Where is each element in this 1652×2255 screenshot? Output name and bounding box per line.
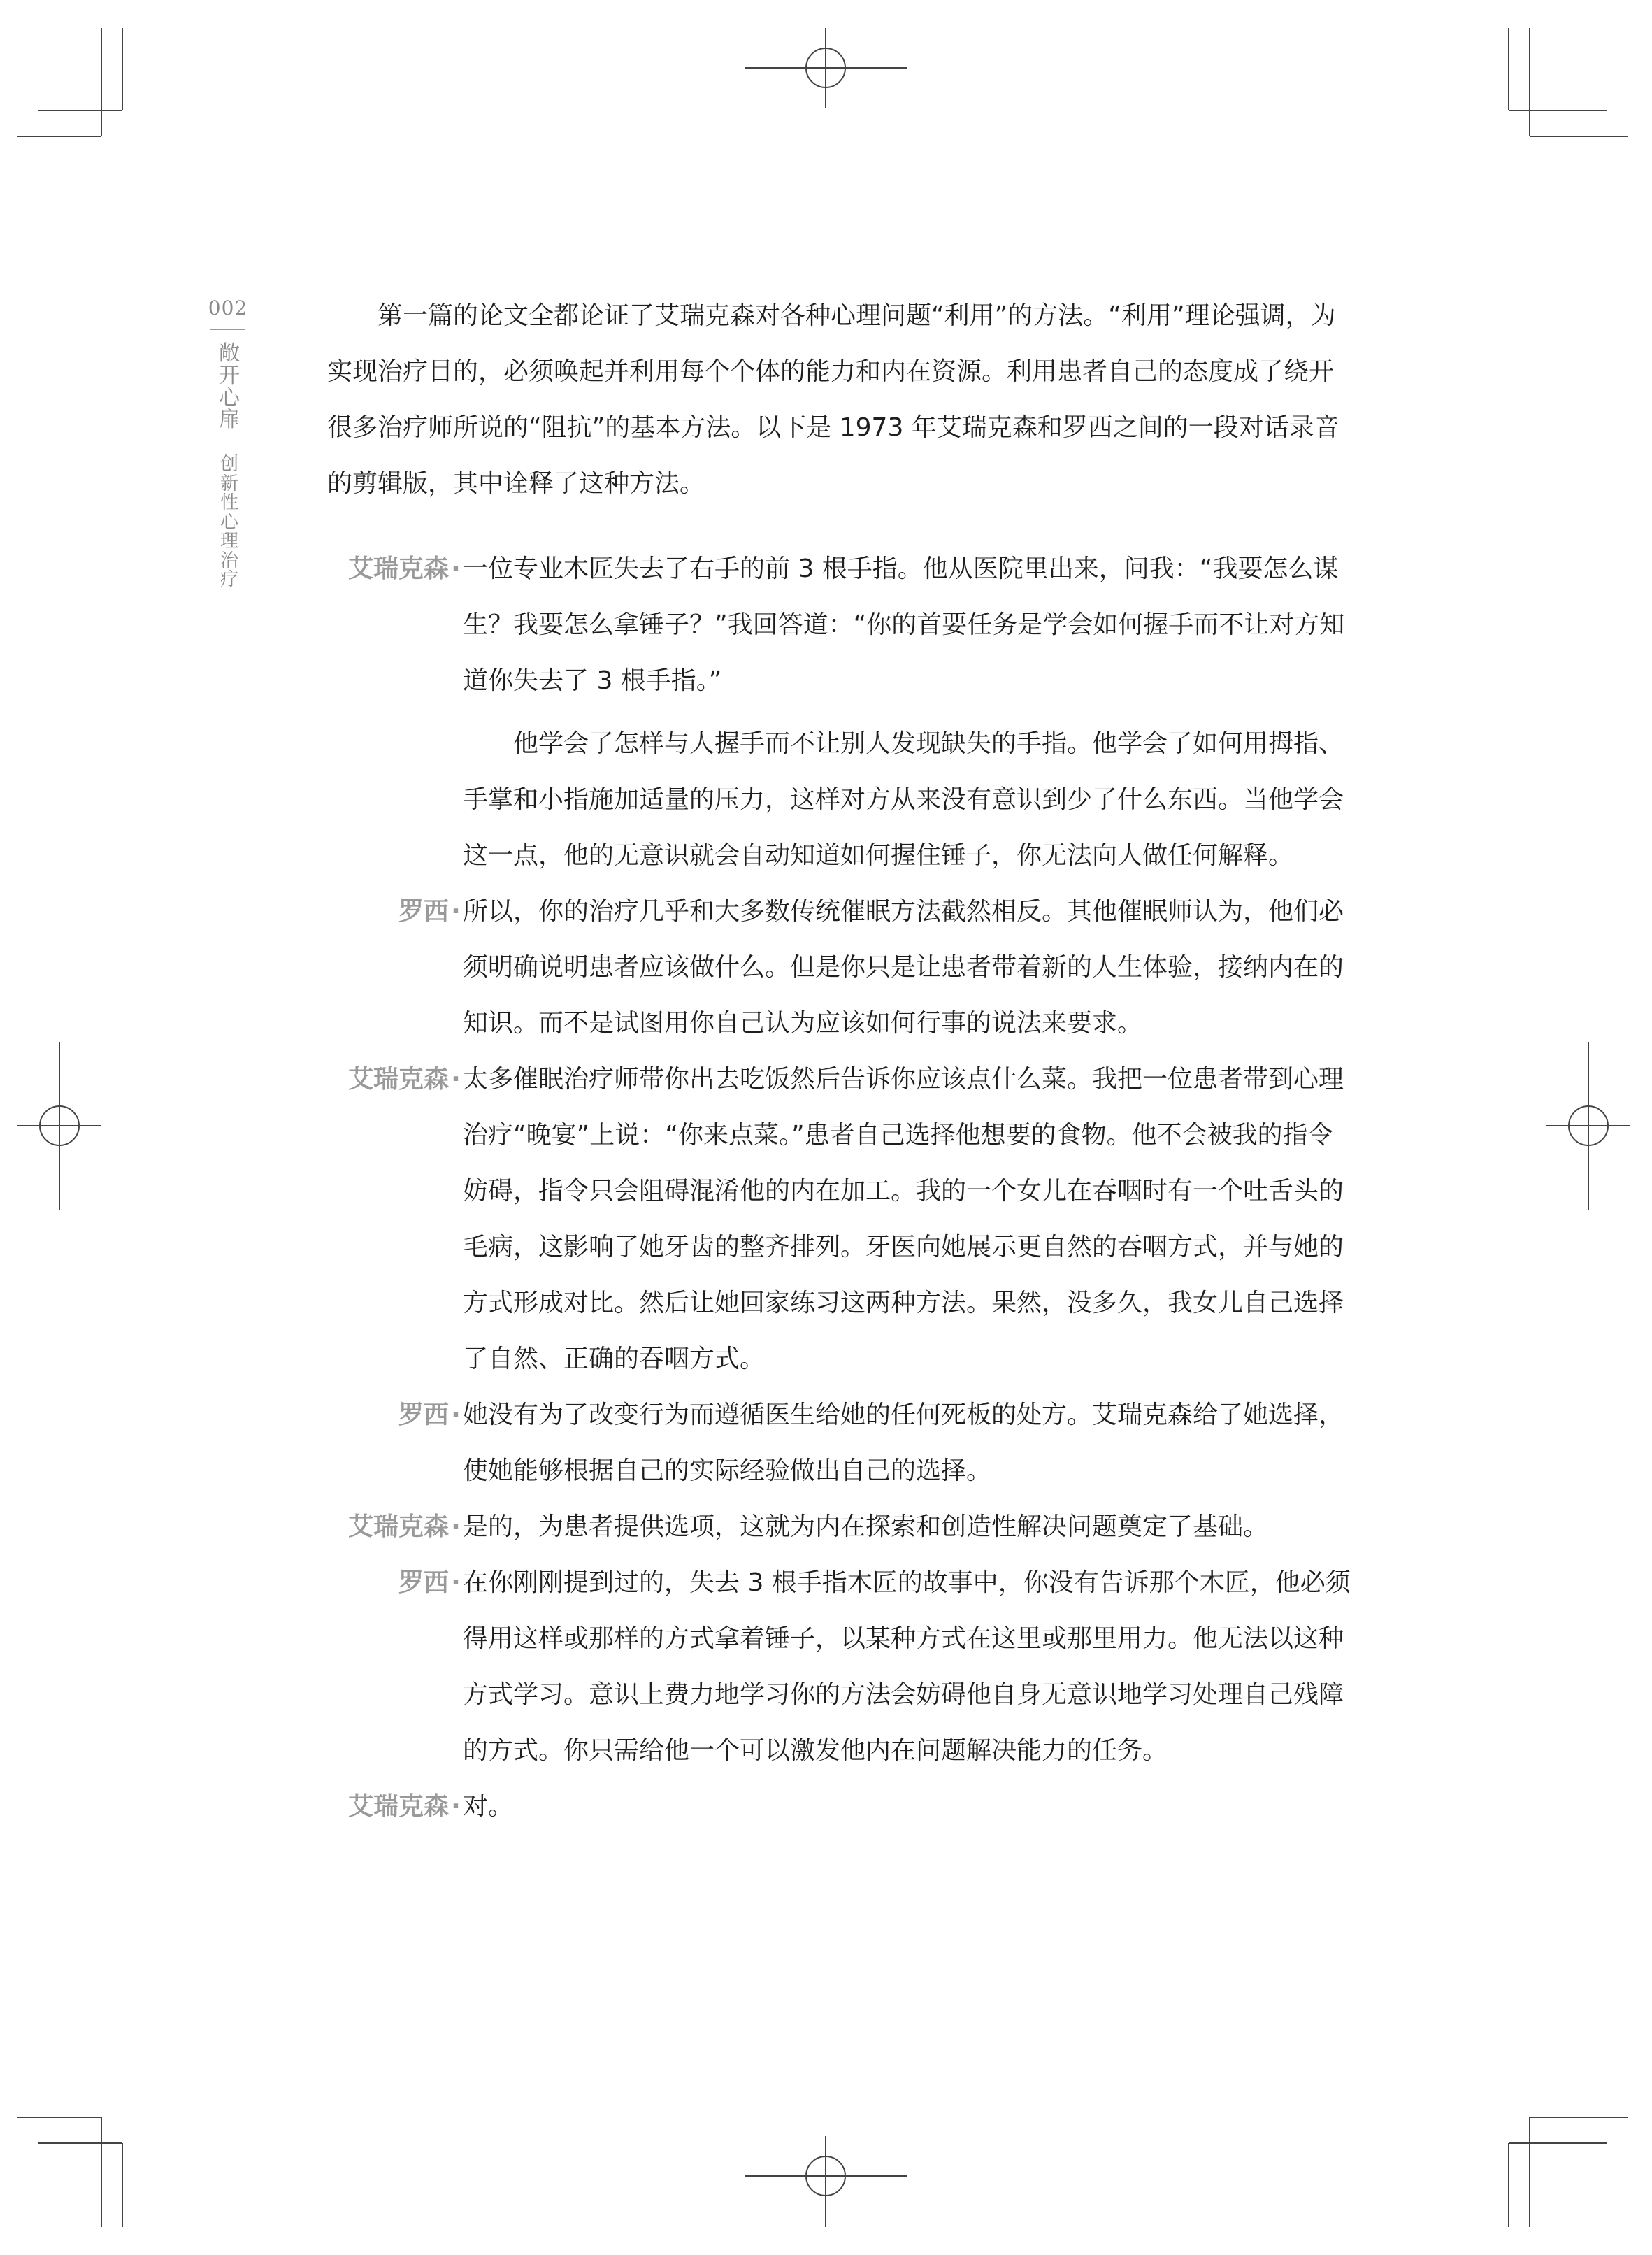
speaker-name: 罗西 bbox=[398, 897, 449, 926]
speaker-separator: · bbox=[451, 1065, 461, 1094]
dialogue-turn bbox=[327, 1499, 1358, 1555]
running-header-char: 开 bbox=[219, 363, 240, 388]
book-subtitle bbox=[210, 455, 249, 590]
speech-text bbox=[463, 1779, 1358, 1835]
speaker-separator: · bbox=[451, 1512, 461, 1541]
speech-paragraph: 她没有为了改变行为而遵循医生给她的任何死板的处方。艾瑞克森给了她选择，使她能够根据自己的实际经验做出自己的选择。 bbox=[463, 1401, 1344, 1485]
running-header-char: 性 bbox=[220, 492, 238, 514]
page-number-rule bbox=[210, 329, 245, 330]
dialogue-turn bbox=[327, 541, 1358, 884]
speech-paragraph: 太多催眠治疗师带你出去吃饭然后告诉你应该点什么菜。我把一位患者带到心理治疗“晚宴”上说：“你来点菜。”患者自己选择他想要的食物。他不会被我的指令妨碍，指令只会阻碍混淆他的内在加工。我的一个女儿在吞咽时有一个吐舌头的毛病，这影响了她牙齿的整齐排列。牙医向她展示更自然的吞咽方式，并与她的方式形成对比。然后让她回家练习这两种方法。果然，没多久，我女儿自己选择了自然、正确的吞咽方式。 bbox=[463, 1065, 1344, 1373]
speaker-name: 艾瑞克森 bbox=[347, 1512, 449, 1541]
speech-paragraph: 所以，你的治疗几乎和大多数传统催眠方法截然相反。其他催眠师认为，他们必须明确说明患者应该做什么。但是你只是让患者带着新的人生体验，接纳内在的知识。而不是试图用你自己认为应该如何行事的说法来要求。 bbox=[463, 897, 1344, 1038]
dialogue-turn bbox=[327, 1387, 1358, 1499]
running-header-char: 敞 bbox=[219, 341, 240, 366]
running-header-char: 理 bbox=[220, 531, 238, 552]
book-title bbox=[210, 343, 249, 431]
speech-text bbox=[463, 1387, 1358, 1499]
running-header-char: 创 bbox=[220, 454, 238, 475]
speech-text bbox=[463, 1555, 1358, 1779]
speech-paragraph: 是的，为患者提供选项，这就为内在探索和创造性解决问题奠定了基础。 bbox=[463, 1512, 1269, 1541]
running-header bbox=[210, 343, 249, 590]
speech-text bbox=[463, 541, 1358, 884]
speech-paragraph: 在你刚刚提到过的，失去 3 根手指木匠的故事中，你没有告诉那个木匠，他必须得用这样或那样的方式拿着锤子，以某种方式在这里或那里用力。他无法以这种方式学习。意识上费力地学习你的方法会妨碍他自身无意识地学习处理自己残障的方式。你只需给他一个可以激发他内在问题解决能力的任务。 bbox=[463, 1568, 1351, 1765]
speaker-separator: · bbox=[451, 1568, 461, 1597]
speech-text bbox=[463, 1499, 1358, 1555]
speaker-name: 艾瑞克森 bbox=[347, 1792, 449, 1821]
running-header-char: 心 bbox=[219, 385, 240, 410]
dialogue-turn bbox=[327, 1555, 1358, 1779]
dialogue bbox=[327, 541, 1358, 1835]
speaker-name: 艾瑞克森 bbox=[347, 1065, 449, 1094]
running-header-char: 心 bbox=[220, 511, 238, 533]
dialogue-turn bbox=[327, 884, 1358, 1052]
speaker-name: 罗西 bbox=[398, 1401, 449, 1429]
dialogue-turn bbox=[327, 1779, 1358, 1835]
speech-paragraph: 一位专业木匠失去了右手的前 3 根手指。他从医院里出来，问我：“我要怎么谋生？我要怎么拿锤子？”我回答道：“你的首要任务是学会如何握手而不让对方知道你失去了 3 根手指。” bbox=[463, 554, 1345, 695]
page-number: 002 bbox=[208, 296, 248, 320]
speech-paragraph: 对。 bbox=[463, 1792, 514, 1821]
speaker-name: 罗西 bbox=[398, 1568, 449, 1597]
speaker-separator: · bbox=[451, 554, 461, 583]
speech-paragraph: 他学会了怎样与人握手而不让别人发现缺失的手指。他学会了如何用拇指、手掌和小指施加适量的压力，这样对方从来没有意识到少了什么东西。当他学会这一点，他的无意识就会自动知道如何握住锤子，你无法向人做任何解释。 bbox=[463, 729, 1344, 870]
running-header-char: 治 bbox=[220, 550, 238, 571]
speaker-name: 艾瑞克森 bbox=[347, 554, 449, 583]
running-header-char: 疗 bbox=[220, 569, 238, 591]
speech-text bbox=[463, 1052, 1358, 1387]
speaker-separator: · bbox=[451, 1401, 461, 1429]
page-body bbox=[327, 288, 1358, 1835]
intro-paragraph: 第一篇的论文全都论证了艾瑞克森对各种心理问题“利用”的方法。“利用”理论强调，为实现治疗目的，必须唤起并利用每个个体的能力和内在资源。利用患者自己的态度成了绕开很多治疗师所说的“阻抗”的基本方法。以下是 1973 年艾瑞克森和罗西之间的一段对话录音的剪辑版，其中诠释了这种方法。 bbox=[327, 301, 1339, 498]
running-header-char: 新 bbox=[220, 473, 238, 494]
speech-text bbox=[463, 884, 1358, 1052]
dialogue-turn bbox=[327, 1052, 1358, 1387]
speaker-separator: · bbox=[451, 1792, 461, 1821]
running-header-char: 扉 bbox=[219, 408, 240, 433]
speaker-separator: · bbox=[451, 897, 461, 926]
